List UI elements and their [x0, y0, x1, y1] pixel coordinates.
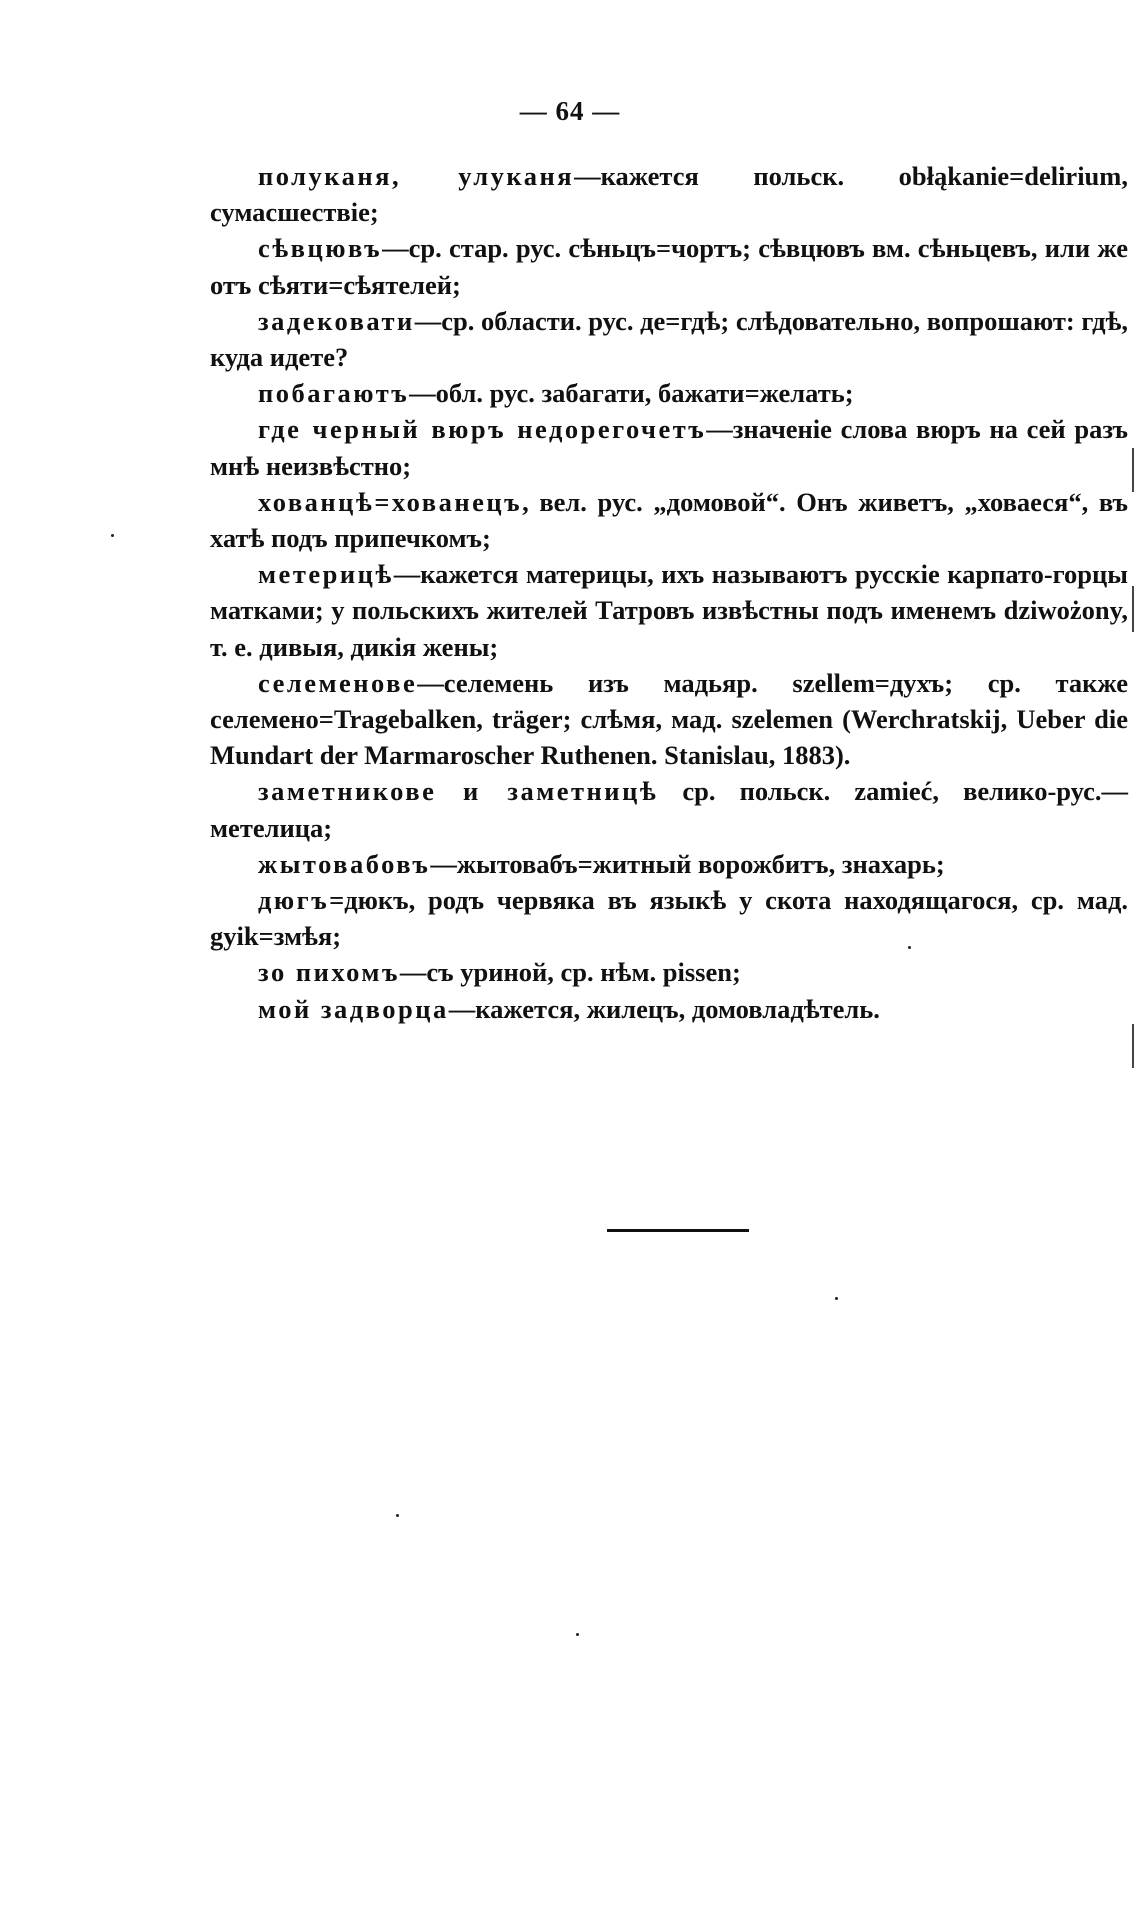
entry-headword: зо пихомъ	[258, 957, 400, 988]
entry-definition: —селемень изъ мадьяр. szellem=духъ; ср. также селемено=Tragebalken, träger; слѣмя, мад. szelemen (Werchratskij, Ueber die Mundart der Marmaroscher Ruthenen. Stanislau, 1883).	[210, 667, 1128, 771]
scan-speck	[396, 1514, 399, 1517]
entry-definition: —значеніе слова вюръ на сей разъ мнѣ неизвѣстно;	[210, 414, 1128, 481]
entry-definition: —кажется польск. obłąkanie=delirium, сумасшествіе;	[210, 161, 1128, 228]
entry-headword: побагаютъ	[258, 378, 410, 409]
page-number: — 64 —	[519, 96, 621, 126]
entry-definition: ср. польск. zamieć, велико-рус.—метелица;	[210, 776, 1129, 843]
glossary-entry	[210, 882, 1128, 954]
entry-headword: заметникове и заметницѣ	[258, 776, 659, 807]
scan-edge-mark	[1132, 586, 1134, 632]
entry-headword: дюгъ	[258, 885, 330, 916]
glossary-entry	[210, 846, 1128, 882]
entry-headword: мой задворца	[258, 993, 449, 1024]
glossary-entry	[210, 484, 1128, 556]
entry-definition: , вел. рус. „домовой“. Онъ живетъ, „ховаеся“, въ хатѣ подъ припечкомъ;	[210, 486, 1128, 554]
scan-speck	[835, 1297, 838, 1300]
entry-definition: —обл. рус. забагати, бажати=желать;	[409, 378, 854, 409]
glossary-entry	[210, 158, 1128, 230]
entry-headword: сѣвцювъ	[258, 233, 383, 264]
entry-headword: метерицѣ	[258, 559, 394, 590]
entry-headword: селеменове	[258, 667, 418, 698]
entry-definition: —ср. области. рус. де=гдѣ; слѣдовательно, вопрошают: гдѣ, куда идете?	[210, 305, 1128, 373]
glossary-entry	[210, 230, 1128, 302]
entry-definition: —кажется, жилецъ, домовладѣтель.	[448, 993, 880, 1024]
scan-speck	[908, 946, 911, 949]
glossary-entry	[210, 954, 1128, 990]
entry-definition: —кажется материцы, ихъ называютъ русскіе карпато-горцы матками; у польскихъ жителей Татровъ извѣстны подъ именемъ dziwożony, т. е. дивыя, дикія жены;	[210, 559, 1128, 662]
glossary-entry	[210, 991, 1128, 1027]
glossary-entry	[210, 773, 1128, 845]
glossary-entry	[210, 665, 1128, 774]
entry-definition: =дюкъ, родъ червяка въ языкѣ у скота находящагося, ср. мад. gyik=змѣя;	[210, 885, 1128, 952]
entry-headword: задековати	[258, 305, 415, 336]
entry-definition: —жытовабъ=житный ворожбитъ, знахарь;	[430, 848, 945, 879]
glossary-entry	[210, 556, 1128, 665]
entry-headword: хованцѣ=хованецъ	[258, 486, 523, 517]
entry-headword: где черный вюръ недорегочетъ	[258, 414, 707, 445]
section-end-rule	[607, 1229, 749, 1232]
scan-speck	[576, 1633, 579, 1636]
glossary-text	[210, 158, 1128, 1027]
entry-headword: полуканя, улуканя	[258, 161, 575, 191]
glossary-entry	[210, 303, 1128, 375]
entry-definition: —ср. стар. рус. сѣньцъ=чортъ; сѣвцювъ вм. сѣньцевъ, или же отъ сѣяти=сѣятелей;	[210, 233, 1128, 300]
scan-edge-mark	[1132, 448, 1134, 492]
scan-speck	[111, 534, 114, 537]
entry-definition: —съ уриной, ср. нѣм. pissen;	[399, 957, 741, 988]
scan-edge-mark	[1132, 1024, 1134, 1068]
glossary-entry	[210, 375, 1128, 411]
entry-headword: жытовабовъ	[258, 848, 431, 879]
glossary-entry	[210, 411, 1128, 483]
